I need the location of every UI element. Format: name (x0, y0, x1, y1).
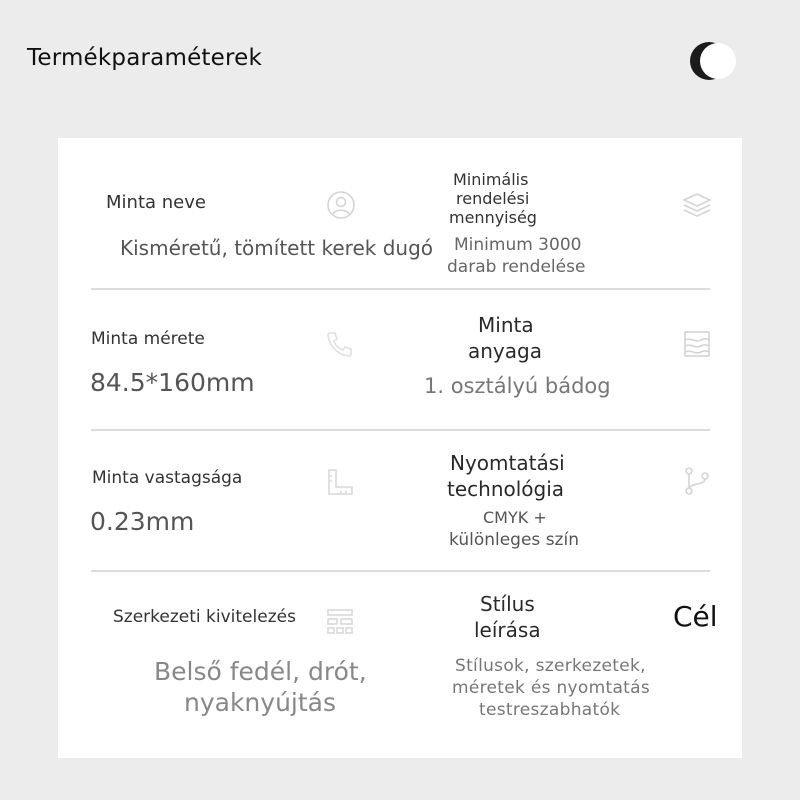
toggle-light-knob (700, 43, 736, 79)
minta-anyaga-label-1: Minta (478, 313, 534, 337)
nyomtatasi-label-1: Nyomtatási (450, 451, 565, 475)
minta-vastagsaga-label: Minta vastagsága (92, 468, 243, 488)
branch-icon (681, 465, 713, 497)
texture-icon (681, 328, 713, 360)
row-divider-1 (91, 288, 710, 290)
row-divider-2 (91, 429, 710, 431)
stilus-value-3: testreszabhatók (479, 700, 621, 720)
row-divider-3 (91, 570, 710, 572)
minta-vastagsaga-value: 0.23mm (90, 507, 195, 536)
ruler-icon (324, 466, 356, 498)
stilus-value-1: Stílusok, szerkezetek, (455, 656, 646, 676)
user-icon (325, 189, 357, 221)
layers-icon (681, 189, 713, 221)
min-rendeles-value-2: darab rendelése (447, 257, 586, 277)
stilus-label-1: Stílus (480, 592, 535, 616)
phone-icon (324, 328, 356, 360)
nyomtatasi-label-2: technológia (447, 477, 565, 501)
szerkezeti-value-2: nyaknyújtás (184, 688, 337, 717)
side-label: Cél (673, 600, 718, 633)
nyomtatasi-value-1: CMYK + (483, 508, 547, 527)
theme-toggle[interactable] (690, 42, 744, 80)
szerkezeti-value-1: Belső fedél, drót, (154, 657, 367, 686)
stilus-value-2: méretek és nyomtatás (452, 678, 651, 698)
minta-merete-label: Minta mérete (91, 329, 205, 349)
min-rendeles-label-2: rendelési (456, 189, 530, 208)
minta-anyaga-value: 1. osztályú bádog (424, 374, 611, 398)
structure-icon (324, 605, 356, 637)
nyomtatasi-value-2: különleges szín (449, 530, 579, 550)
min-rendeles-label-3: mennyiség (449, 208, 537, 227)
minta-neve-label: Minta neve (106, 192, 206, 213)
stilus-label-2: leírása (474, 618, 541, 642)
parameters-card (58, 138, 742, 758)
minta-neve-value: Kisméretű, tömített kerek dugó (120, 236, 434, 260)
page-title: Termékparaméterek (27, 45, 263, 71)
minta-anyaga-label-2: anyaga (468, 339, 542, 363)
szerkezeti-label: Szerkezeti kivitelezés (113, 607, 296, 627)
min-rendeles-value-1: Minimum 3000 (454, 235, 582, 255)
minta-merete-value: 84.5*160mm (90, 368, 255, 397)
min-rendeles-label-1: Minimális (453, 170, 529, 189)
